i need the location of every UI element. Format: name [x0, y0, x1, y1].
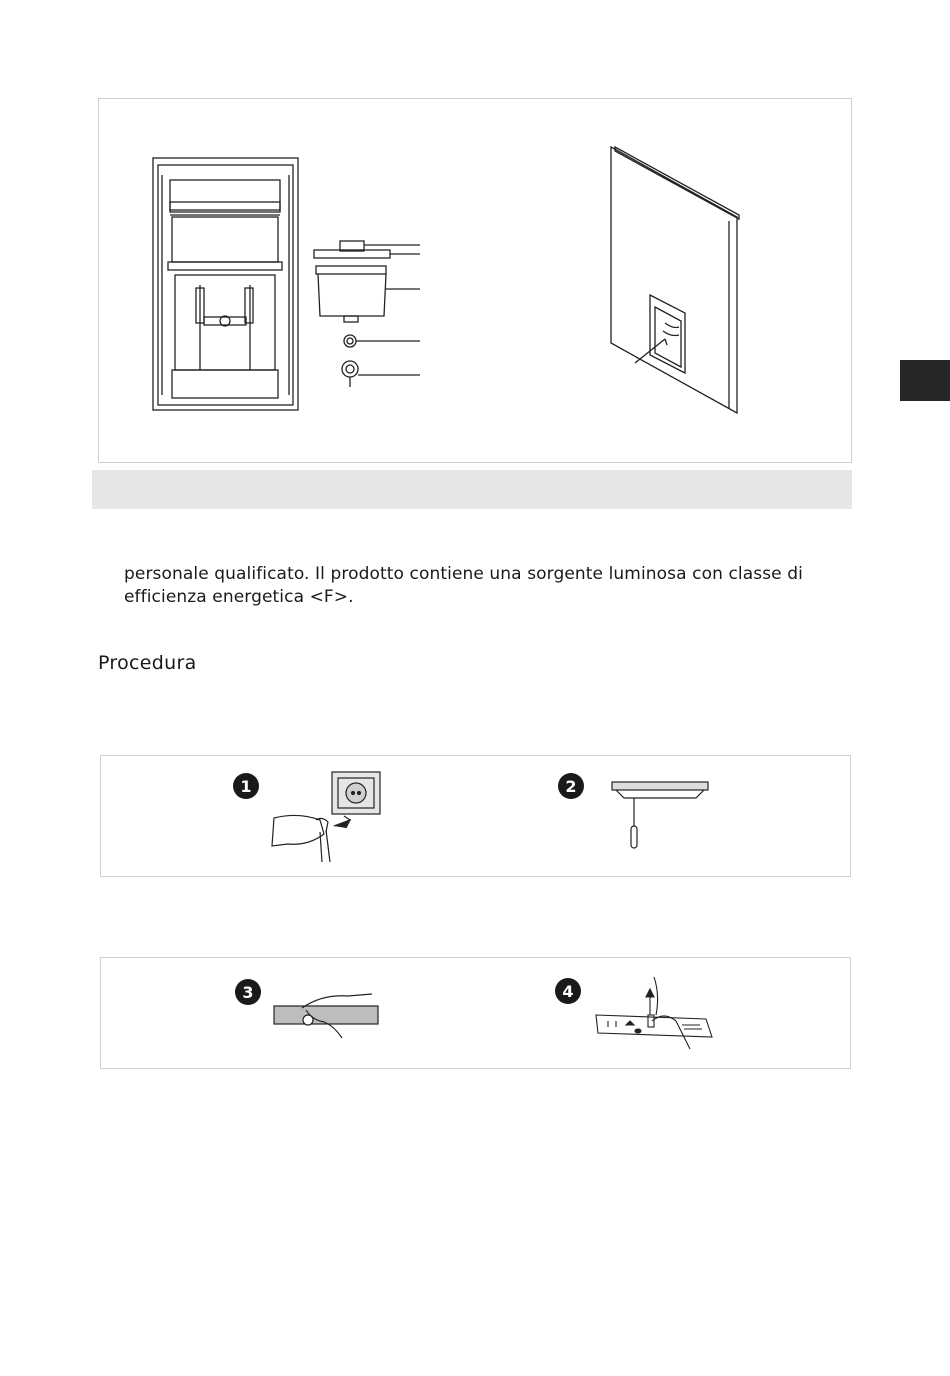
paragraph-line-1: personale qualificato. Il prodotto contiene una sorgente luminosa con classe di — [124, 564, 803, 584]
replace-lamp-illustration — [594, 975, 716, 1057]
unplug-illustration — [268, 768, 384, 864]
dispenser-parts-illustration — [310, 236, 422, 391]
remove-cover-illustration — [272, 990, 382, 1040]
step-2-badge: 2 — [558, 773, 584, 799]
step-1-badge: 1 — [233, 773, 259, 799]
paragraph-line-2: efficienza energetica <F>. — [124, 587, 354, 607]
step-3-badge: 3 — [235, 979, 261, 1005]
fridge-open-illustration — [150, 155, 302, 413]
section-side-tab — [900, 360, 950, 401]
steps-frame-1 — [100, 755, 851, 877]
procedure-heading: Procedura — [98, 652, 197, 674]
lamp-cover-screwdriver-illustration — [610, 778, 710, 852]
steps-frame-2 — [100, 957, 851, 1069]
step-4-badge: 4 — [555, 978, 581, 1004]
door-dispenser-illustration — [605, 143, 745, 415]
section-header-band — [92, 470, 852, 509]
